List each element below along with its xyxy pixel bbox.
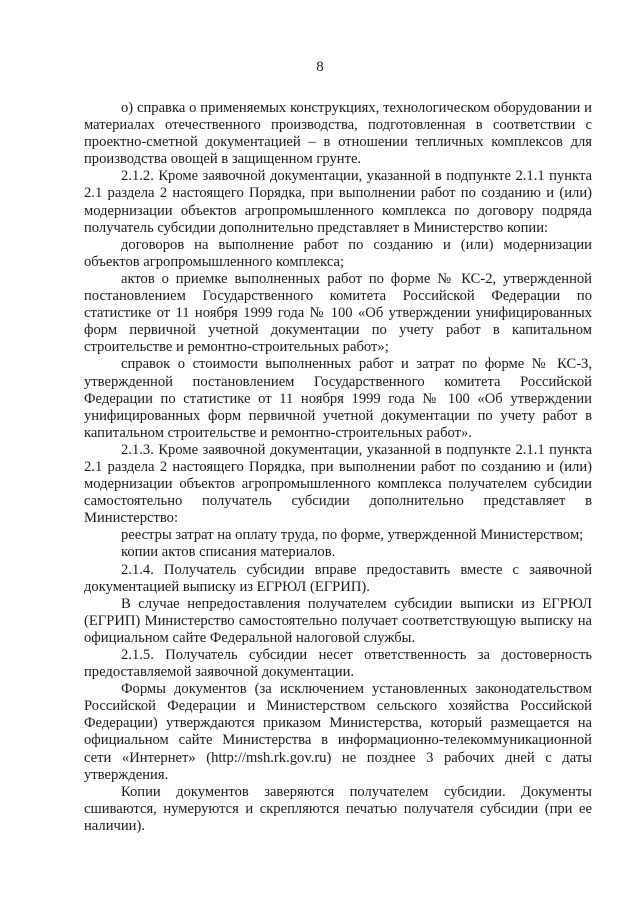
paragraph-clause-2-1-4: 2.1.4. Получатель субсидии вправе предоставить вместе с заявочной документацией выписку из ЕГРЮЛ (ЕГРИП).: [84, 561, 592, 595]
paragraph-contracts: договоров на выполнение работ по созданию и (или) модернизации объектов агропромышленного комплекса;: [84, 236, 592, 270]
paragraph-clause-2-1-3: 2.1.3. Кроме заявочной документации, указанной в подпункте 2.1.1 пункта 2.1 раздела 2 настоящего Порядка, при выполнении работ по созданию и (или) модернизации объектов агропромышленного комплекса получателем субсидии самостоятельно получатель субсидии дополнительно представляет в Министерство:: [84, 441, 592, 527]
page-number: 8: [316, 59, 324, 75]
paragraph-item-o: о) справка о применяемых конструкциях, технологическом оборудовании и материалах отечественного производства, подготовленная в соответствии с проектно-сметной документацией – в отношении тепличных комплексов для производства овощей в защищенном грунте.: [84, 100, 592, 168]
paragraph-document-forms: Формы документов (за исключением установленных законодательством Российской Федерации и Министерством сельского хозяйства Российской Федерации) утверждаются приказом Министерства, который размещается на официальном сайте Министерства в информационно-телекоммуникационной сети «Интернет» (http://msh.rk.gov.ru) не позднее 3 рабочих дней с даты утверждения.: [84, 681, 592, 783]
paragraph-ks2-acts: актов о приемке выполненных работ по форме № КС-2, утвержденной постановлением Государственного комитета Российской Федерации по статистике от 11 ноября 1999 года № 100 «Об утверждении унифицированных форм первичной учетной документации по учету работ в капитальном строительстве и ремонтно-строительных работ»;: [84, 270, 592, 356]
paragraph-clause-2-1-2: 2.1.2. Кроме заявочной документации, указанной в подпункте 2.1.1 пункта 2.1 раздела 2 настоящего Порядка, при выполнении работ по созданию и (или) модернизации объектов агропромышленного комплекса по договору подряда получатель субсидии дополнительно представляет в Министерство копии:: [84, 168, 592, 236]
paragraph-labor-registers: реестры затрат на оплату труда, по форме, утвержденной Министерством;: [121, 527, 584, 544]
paragraph-egrul-request: В случае непредоставления получателем субсидии выписки из ЕГРЮЛ (ЕГРИП) Министерство самостоятельно получает соответствующую выписку на официальном сайте Федеральной налоговой службы.: [84, 595, 592, 646]
paragraph-write-off-acts: копии актов списания материалов.: [121, 544, 336, 561]
paragraph-document-copies: Копии документов заверяются получателем субсидии. Документы сшиваются, нумеруются и скрепляются печатью получателя субсидии (при ее наличии).: [84, 783, 592, 834]
paragraph-ks3-statements: справок о стоимости выполненных работ и затрат по форме № КС-3, утвержденной постановлением Государственного комитета Российской Федерации по статистике от 11 ноября 1999 года № 100 «Об утверждении унифицированных форм первичной учетной документации по учету работ в капитальном строительстве и ремонтно-строительных работ».: [84, 356, 592, 441]
paragraph-clause-2-1-5: 2.1.5. Получатель субсидии несет ответственность за достоверность предоставляемой заявочной документации.: [84, 647, 592, 681]
document-body: [84, 100, 592, 835]
